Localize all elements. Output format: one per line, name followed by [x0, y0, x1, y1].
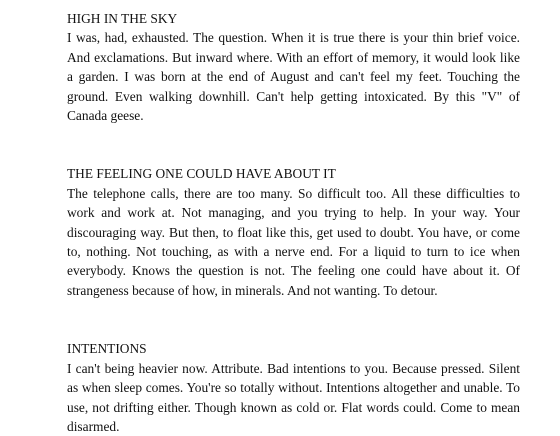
- section-body: I was, had, exhausted. The question. When it is true there is your thin brief voice. And exclamations. But inward where. With an effort of memory, it would look like a garden. I was born at the end of August and can't feel my feet. Touching the ground. Even walking downhill. Can't help getting intoxicated. By this "V" of Canada geese.: [67, 30, 520, 124]
- section-title: INTENTIONS: [67, 341, 147, 357]
- section-body: The telephone calls, there are too many. So difficult too. All these difficulties to work and work at. Not managing, and you trying to help. In your way. Your discouraging way. But then, to float like this, get used to doubt. You have, or come to, nothing. Not touching, as with a nerve end. For a liquid to turn to ice when everybody. Knows the question is not. The feeling one could have about it. Of strangeness because of how, in minerals. And not wanting. To detour.: [67, 185, 520, 298]
- section-body: I can't being heavier now. Attribute. Bad intentions to you. Because pressed. Silent as when sleep comes. You're so totally without. Intentions altogether and unable. To use, not drifting either. Though known as cold or. Flat words could. Come to mean disarmed.: [67, 360, 520, 434]
- section-high-in-the-sky: [67, 9, 520, 125]
- section-the-feeling-one-could-have-about-it: [67, 164, 520, 300]
- section-title: HIGH IN THE SKY: [67, 11, 178, 26]
- section-intentions: [67, 339, 520, 436]
- section-title: THE FEELING ONE COULD HAVE ABOUT IT: [67, 166, 336, 182]
